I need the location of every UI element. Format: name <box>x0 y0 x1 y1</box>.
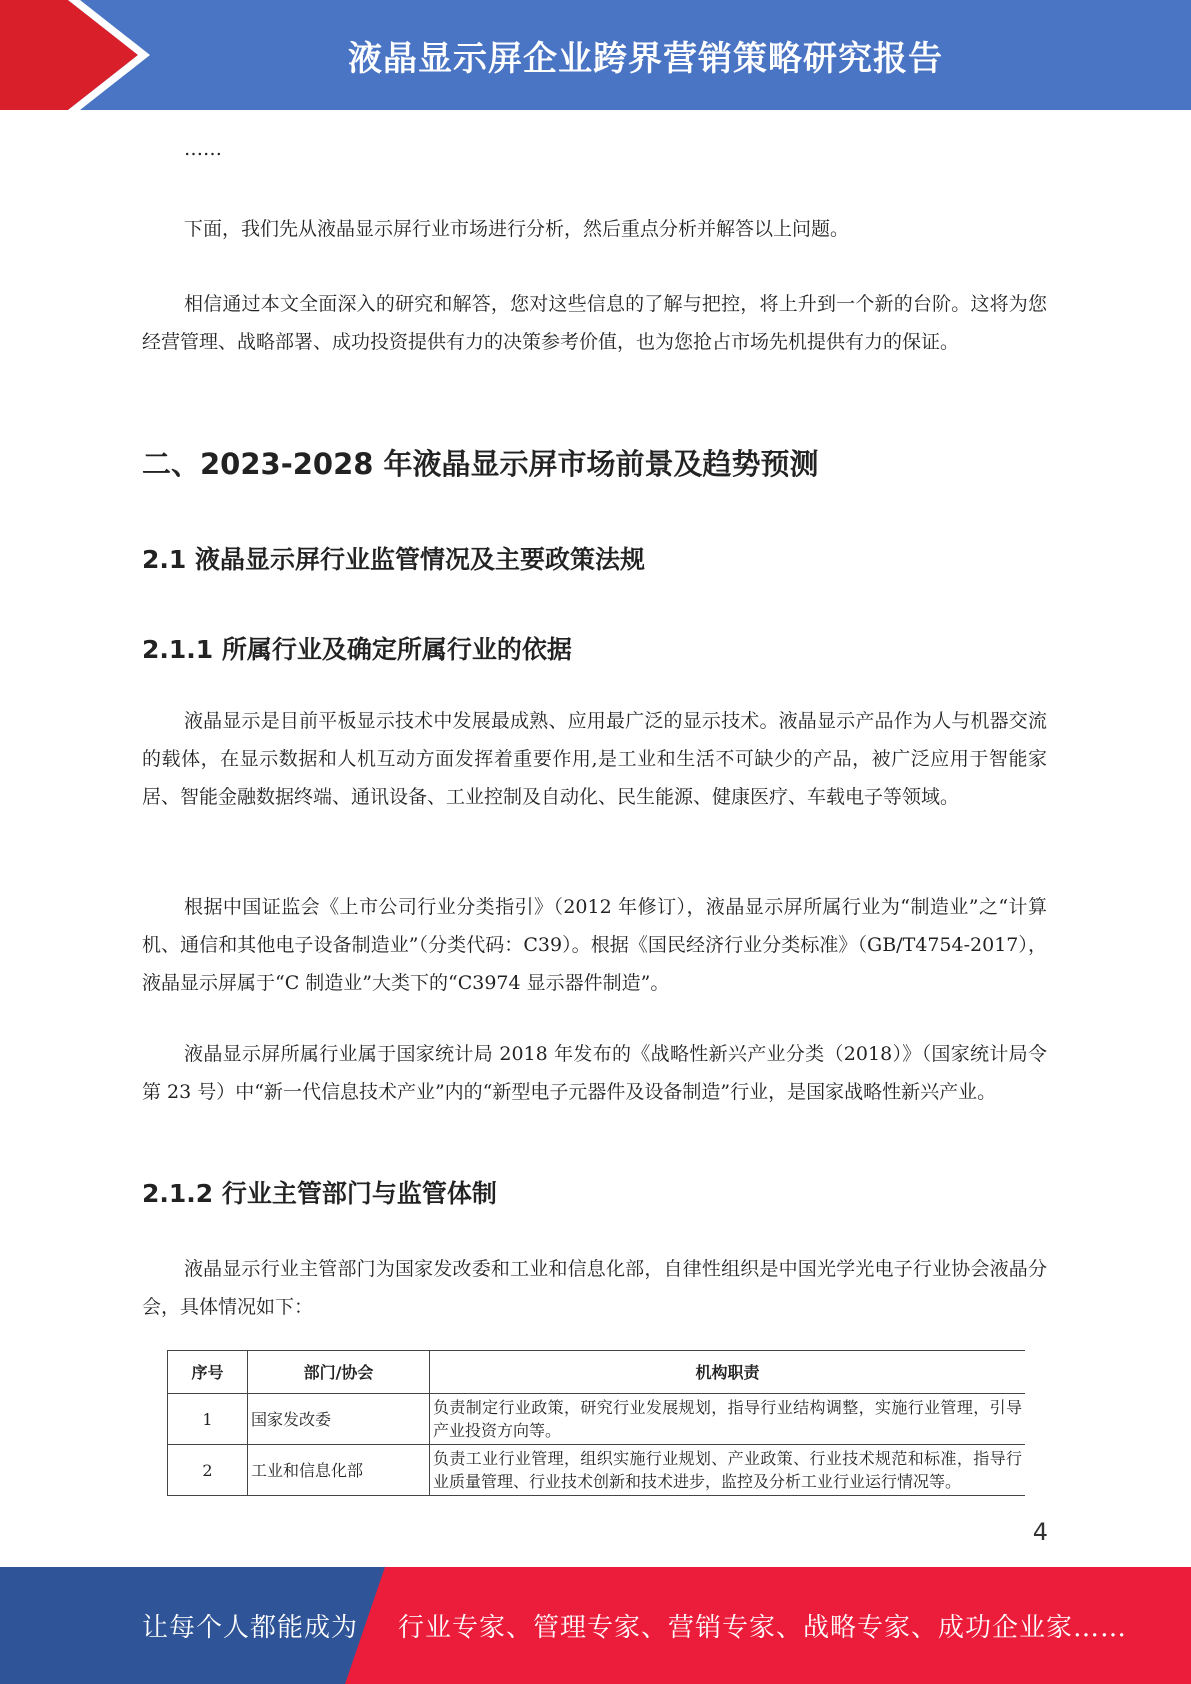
paragraph-2-1-2: 液晶显示行业主管部门为国家发改委和工业和信息化部，自律性组织是中国光学光电子行业协会液晶分会，具体情况如下： <box>142 1258 1047 1318</box>
report-title: 液晶显示屏企业跨界营销策略研究报告 <box>348 38 943 79</box>
paragraph-2-1-1-c: 液晶显示屏所属行业属于国家统计局 2018 年发布的《战略性新兴产业分类（2018）》（国家统计局令第 23 号）中“新一代信息技术产业”内的“新型电子元器件及设备制造”行业，是国家战略性新兴产业。 <box>142 1043 1047 1103</box>
section-heading-2-1-1: 2.1.1 所属行业及确定所属行业的依据 <box>142 635 572 664</box>
page-footer <box>0 1567 1191 1684</box>
table-header-row <box>168 1351 1026 1394</box>
section-heading-2-1-2: 2.1.2 行业主管部门与监管体制 <box>142 1179 497 1208</box>
table-cell-number: 2 <box>168 1445 248 1496</box>
table-header-cell: 序号 <box>168 1351 248 1394</box>
table-row <box>168 1445 1026 1496</box>
paragraph-2-1-1-b: 根据中国证监会《上市公司行业分类指引》（2012 年修订），液晶显示屏所属行业为“制造业”之“计算机、通信和其他电子设备制造业”（分类代码：C39）。根据《国民经济行业分类标准》（GB/T4754-2017），液晶显示屏属于“C 制造业”大类下的“C3974 显示器件制造”。 <box>142 896 1047 994</box>
page-number: 4 <box>1032 1518 1048 1546</box>
table-cell-department: 国家发改委 <box>248 1394 430 1445</box>
section-heading-2-1: 2.1 液晶显示屏行业监管情况及主要政策法规 <box>142 545 645 574</box>
intro-paragraph-1: 下面，我们先从液晶显示屏行业市场进行分析，然后重点分析并解答以上问题。 <box>184 218 850 240</box>
table-header-cell: 机构职责 <box>430 1351 1026 1394</box>
section-heading-2: 二、2023-2028 年液晶显示屏市场前景及趋势预测 <box>142 447 819 481</box>
header-arrow-decoration <box>0 0 150 110</box>
table-row <box>168 1394 1026 1445</box>
ellipsis-text: …… <box>184 138 222 160</box>
duties-table <box>167 1350 1025 1496</box>
table-header-cell: 部门/协会 <box>248 1351 430 1394</box>
table-cell-department: 工业和信息化部 <box>248 1445 430 1496</box>
footer-slogan-left: 让每个人都能成为 <box>142 1613 359 1643</box>
duties-table-container <box>167 1350 1025 1512</box>
paragraph-2-1-1-a: 液晶显示是目前平板显示技术中发展最成熟、应用最广泛的显示技术。液晶显示产品作为人与机器交流的载体，在显示数据和人机互动方面发挥着重要作用,是工业和生活不可缺少的产品，被广泛应用于智能家居、智能金融数据终端、通讯设备、工业控制及自动化、民生能源、健康医疗、车载电子等领域。 <box>142 710 1047 808</box>
table-cell-duties: 负责工业行业管理，组织实施行业规划、产业政策、行业技术规范和标准，指导行业质量管理、行业技术创新和技术进步，监控及分析工业行业运行情况等。 <box>430 1445 1026 1496</box>
footer-slogan-right: 行业专家、管理专家、营销专家、战略专家、成功企业家…… <box>398 1613 1128 1643</box>
page-header <box>0 0 1191 110</box>
intro-paragraph-2: 相信通过本文全面深入的研究和解答，您对这些信息的了解与把控，将上升到一个新的台阶。这将为您经营管理、战略部署、成功投资提供有力的决策参考价值，也为您抢占市场先机提供有力的保证。 <box>142 293 1047 353</box>
table-cell-duties: 负责制定行业政策，研究行业发展规划，指导行业结构调整，实施行业管理，引导产业投资方向等。 <box>430 1394 1026 1445</box>
table-cell-number: 1 <box>168 1394 248 1445</box>
